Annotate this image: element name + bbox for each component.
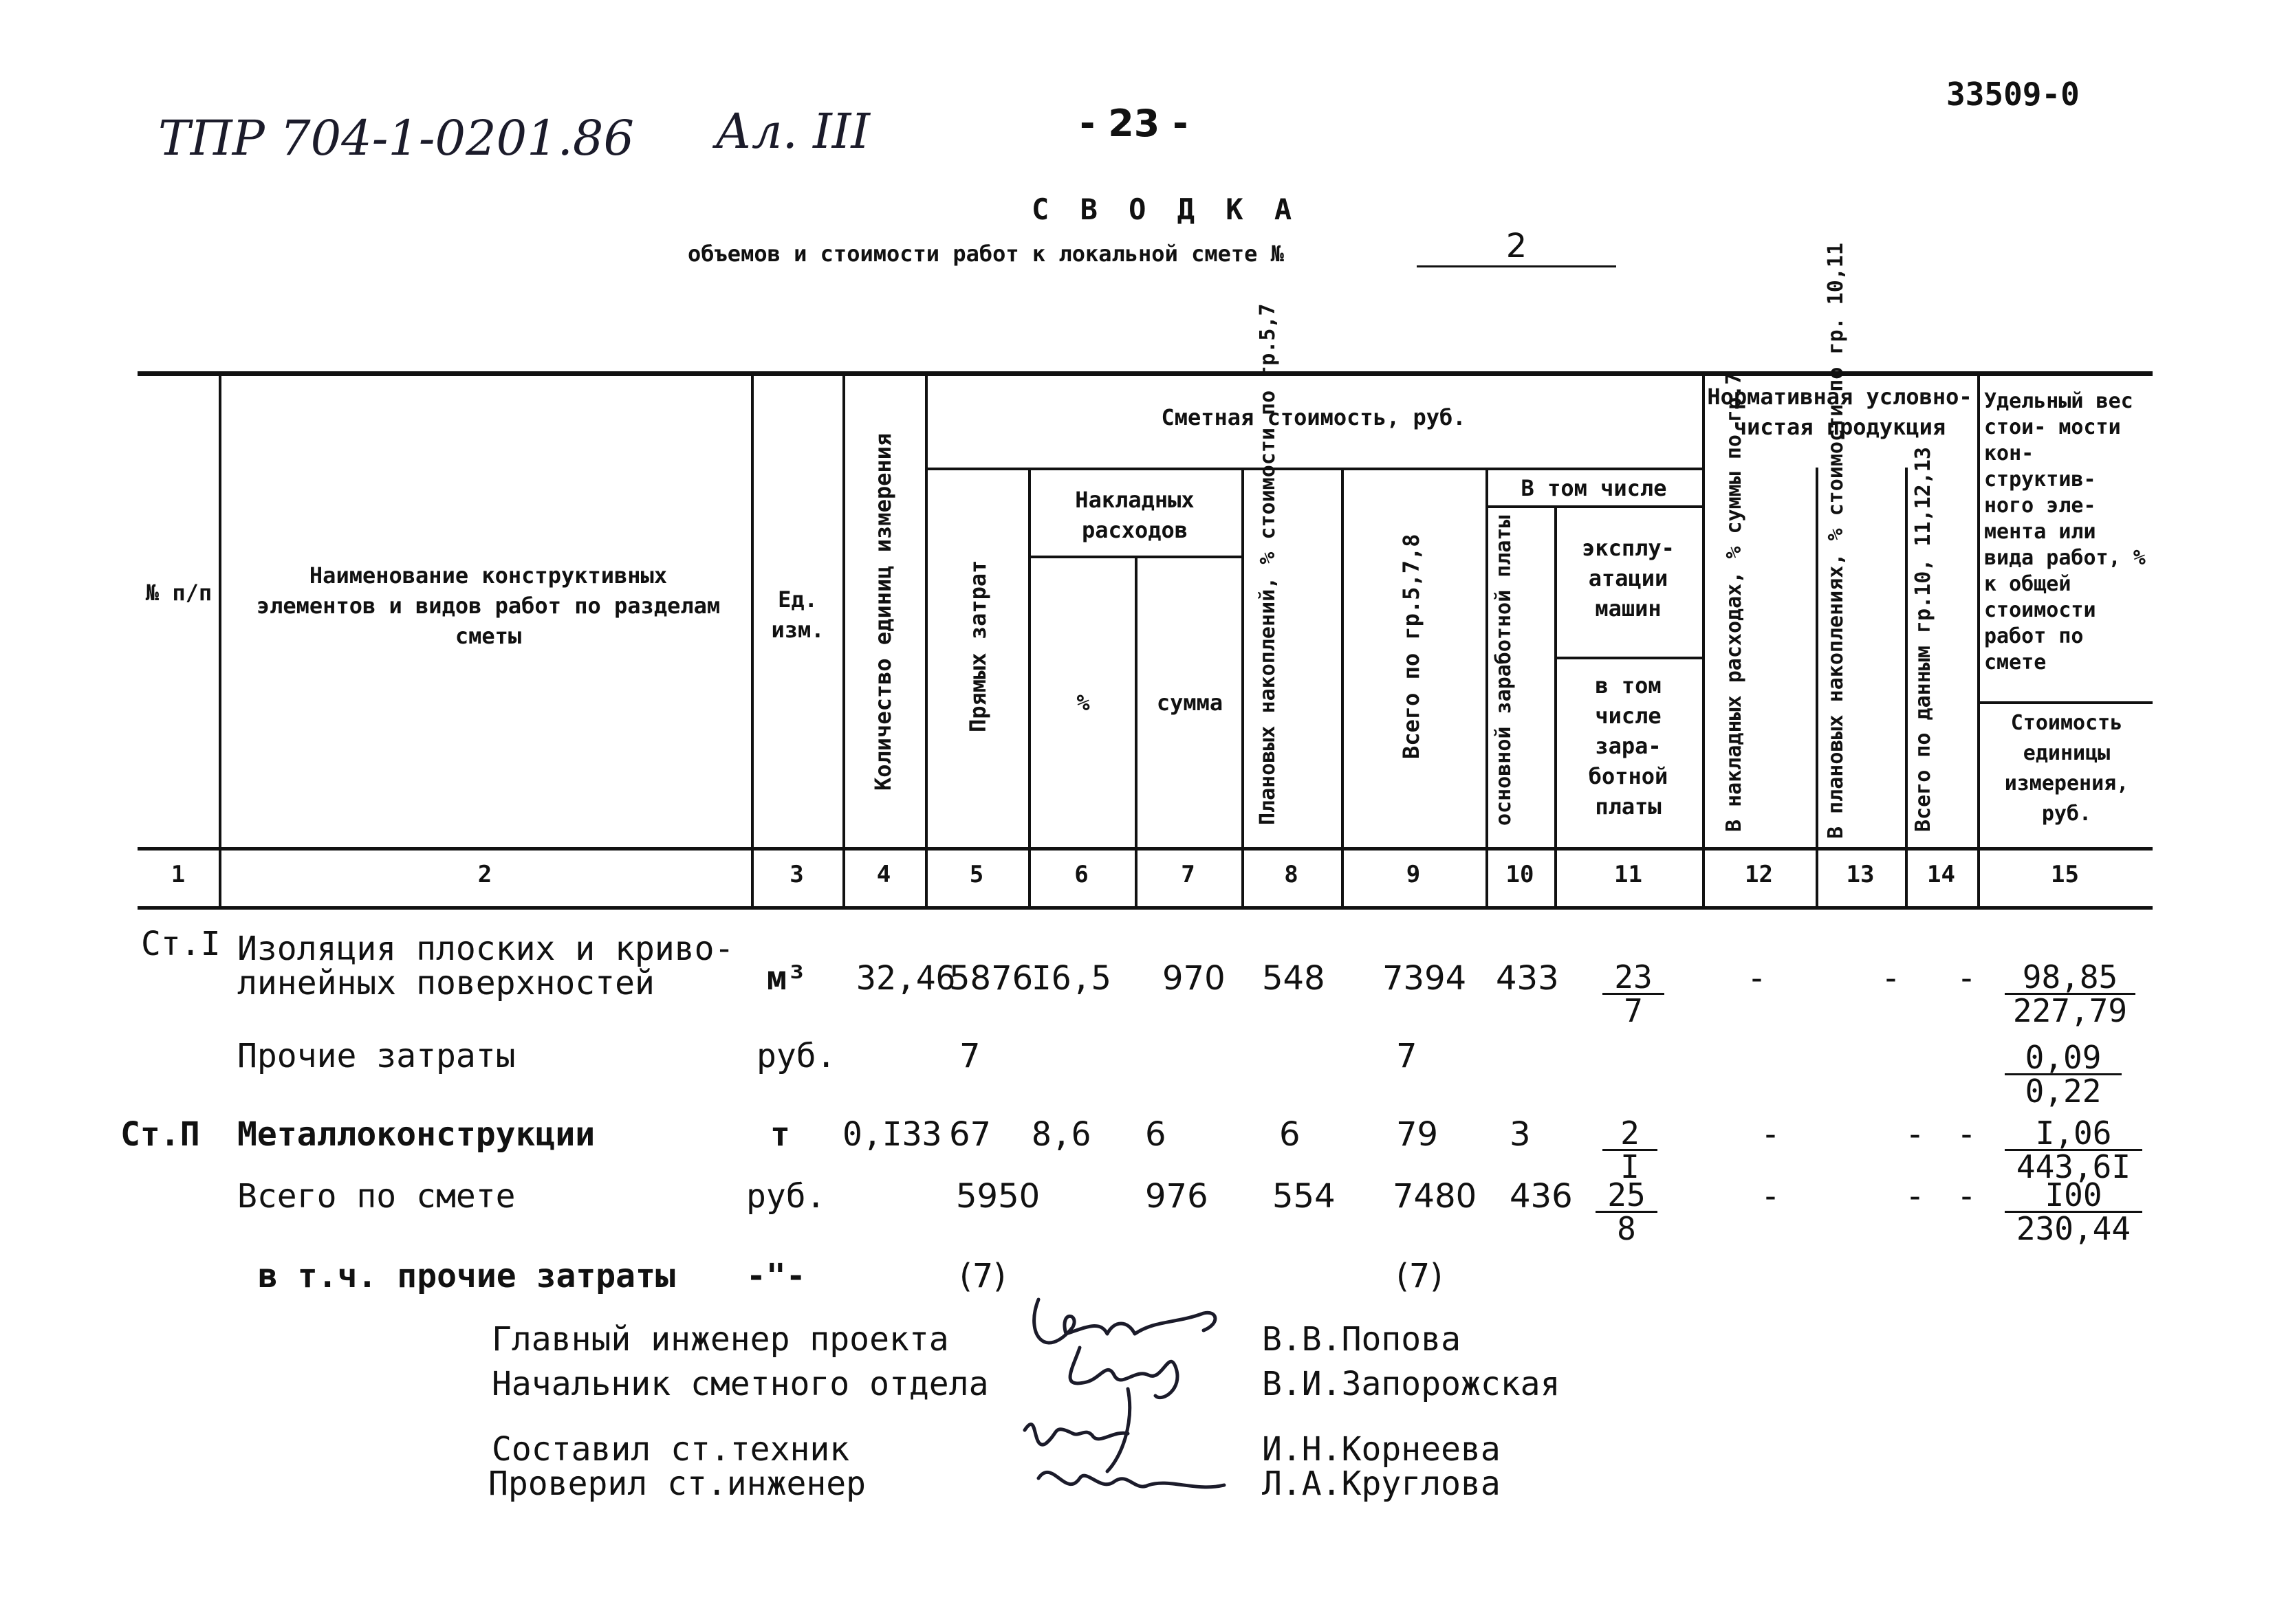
row-pct: I6,5 [1032,959,1111,998]
col-header-planned-pct [1821,243,1900,839]
col-num-10: 10 [1505,861,1534,888]
col-header-planned [1253,303,1314,825]
row-c15-bottom: 443,6I [2016,1148,2131,1185]
row-machines-top: 2 [1602,1117,1657,1151]
incl-other-unit: -"- [746,1257,806,1295]
row-unit: руб. [746,1177,826,1216]
row-unit: м³ [767,959,807,998]
signature-name: В.В.Попова [1262,1320,1461,1359]
row-total: 79 [1396,1115,1439,1154]
row-total: 7 [1396,1037,1417,1075]
group-header-overhead: Накладных расходов [1075,487,1195,543]
handwritten-code: ТПР 704-1-0201.86 [158,110,635,166]
signature-name: Л.А.Круглова [1262,1464,1501,1503]
row-planned: 6 [1279,1115,1300,1154]
signature-name: В.И.Запорожская [1262,1365,1560,1403]
row-c13: - [1881,959,1901,998]
row-qty: 32,46 [856,959,956,998]
row-planned: 554 [1272,1177,1336,1216]
document-code: 33509-0 [1946,76,2080,113]
col-num-8: 8 [1284,861,1298,888]
col-header-norm-total-text: Всего по данным гр.10, 11,12,13 [1911,447,1935,832]
col-header-machines: эксплу- атации машин [1582,535,1675,622]
col-header-machines-wage: в том числе зара- ботной платы [1588,672,1668,820]
col-header-overhead-pct-text: В накладных расходах, % суммы по гр.7 [1722,372,1746,832]
row-unit: т [770,1115,790,1154]
incl-other-label: в т.ч. прочие затраты [258,1257,675,1295]
col-num-11: 11 [1614,861,1642,888]
handwritten-album: Ал. III [715,103,871,160]
row-machines-bottom: 7 [1624,992,1643,1029]
row-name: Металлоконструкции [237,1115,596,1154]
row-code: Ст.П [120,1115,200,1154]
col-num-14: 14 [1927,861,1955,888]
col-header-weight: Удельный вес стои- мости кон- структив- ного эле- мента или вида работ, % к общей стоимости работ по смете [1984,389,2146,674]
row-machines [1602,958,1664,1029]
row-name: Всего по смете [237,1177,516,1216]
row-c12: - [1747,959,1767,998]
page-subtitle: объемов и стоимости работ к локальной смете № [688,241,1284,267]
col-header-planned-text: Плановых накоплений, % стоимости по гр.5,7 [1256,303,1280,825]
col-header-unit-cost: Стоимость единицы измерения, руб. [2004,711,2129,826]
col-num-13: 13 [1846,861,1875,888]
col-header-percent: % [1076,690,1090,716]
col-header-total: Всего по гр.5,7,8 [1398,534,1424,759]
row-c14: - [1957,1177,1977,1216]
row-unit: руб. [756,1037,836,1075]
group-header-cost: Сметная стоимость, руб. [1161,404,1466,430]
row-direct: 5950 [956,1177,1041,1216]
row-c15-bottom: 0,22 [2025,1073,2102,1110]
estimate-number-value: 2 [1505,227,1527,265]
handwritten-signatures-image [997,1286,1272,1519]
row-code: Ст.I [141,925,221,963]
col-header-wage [1489,512,1551,829]
col-header-quantity: Количество единиц измерения [870,432,896,791]
signature-name: И.Н.Корнеева [1262,1430,1501,1469]
row-wage: 436 [1510,1177,1573,1216]
row-c13: - [1905,1177,1925,1216]
row-c12: - [1761,1115,1781,1154]
group-header-normative: Нормативная условно-чистая продукция [1707,384,1972,440]
row-c15-top: I00 [2005,1179,2142,1213]
col-header-number: № п/п [145,580,213,606]
col-num-4: 4 [876,861,891,888]
row-c14: - [1957,1115,1977,1154]
row-machines-bottom: I [1620,1148,1640,1185]
row-name-cont: линейных поверхностей [237,964,655,1002]
row-c14: - [1957,959,1977,998]
group-header-including: В том числе [1521,475,1667,501]
signature-role: Начальник сметного отдела [492,1365,989,1403]
col-num-9: 9 [1406,861,1421,888]
row-c15 [2005,958,2135,1029]
signature-role: Составил ст.техник [492,1430,850,1469]
page-number: - 23 - [1080,102,1188,145]
row-sum: 6 [1145,1115,1166,1154]
col-num-12: 12 [1745,861,1773,888]
row-c15-top: 98,85 [2005,961,2135,995]
col-num-5: 5 [969,861,984,888]
col-header-direct: Прямых затрат [965,560,991,733]
row-c15-top: I,06 [2005,1117,2142,1151]
incl-other-total: (7) [1396,1257,1443,1295]
col-num-1: 1 [171,861,186,888]
row-machines-bottom: 8 [1617,1210,1636,1247]
row-total: 7480 [1393,1177,1477,1216]
row-wage: 433 [1496,959,1559,998]
row-c15-bottom: 230,44 [2016,1210,2131,1247]
row-c12: - [1761,1177,1781,1216]
signature-role: Главный инженер проекта [492,1320,949,1359]
row-c15 [2005,1039,2122,1110]
row-machines [1596,1176,1657,1247]
page-title: С В О Д К А [1032,193,1299,226]
row-machines-top: 25 [1596,1179,1657,1213]
row-direct: 5876 [949,959,1034,998]
col-header-sum: сумма [1156,690,1223,716]
col-header-norm-total [1908,447,1974,832]
row-c13: - [1905,1115,1925,1154]
col-header-wage-text: основной заработной платы [1492,515,1516,826]
row-qty: 0,I33 [842,1115,942,1154]
col-num-6: 6 [1074,861,1089,888]
row-c15-top: 0,09 [2005,1042,2122,1075]
row-c15 [2005,1176,2142,1247]
col-header-unit: Ед. изм. [771,586,825,643]
row-c15 [2005,1117,2142,1183]
row-planned: 548 [1262,959,1325,998]
col-num-7: 7 [1181,861,1195,888]
row-direct: 7 [959,1037,981,1075]
row-sum: 970 [1162,959,1226,998]
col-num-2: 2 [477,861,492,888]
row-name: Изоляция плоских и криво- [237,930,734,968]
row-name: Прочие затраты [237,1037,516,1075]
row-pct: 8,6 [1032,1115,1091,1154]
col-header-planned-pct-text: В плановых накоплениях, % стоимости по гр. 10,11 [1824,243,1848,839]
signature-role: Проверил ст.инженер [488,1464,867,1503]
estimate-number [1417,227,1616,267]
col-num-3: 3 [790,861,804,888]
row-c15-bottom: 227,79 [2012,992,2128,1029]
row-sum: 976 [1145,1177,1208,1216]
col-header-name: Наименование конструктивных элементов и видов работ по разделам сметы [256,562,721,649]
row-machines-top: 23 [1602,961,1664,995]
row-direct: 67 [949,1115,992,1154]
col-num-15: 15 [2051,861,2079,888]
row-wage: 3 [1510,1115,1531,1154]
row-total: 7394 [1382,959,1467,998]
col-header-overhead-pct [1719,372,1795,832]
row-machines [1602,1117,1657,1183]
incl-other-direct: (7) [959,1257,1006,1295]
